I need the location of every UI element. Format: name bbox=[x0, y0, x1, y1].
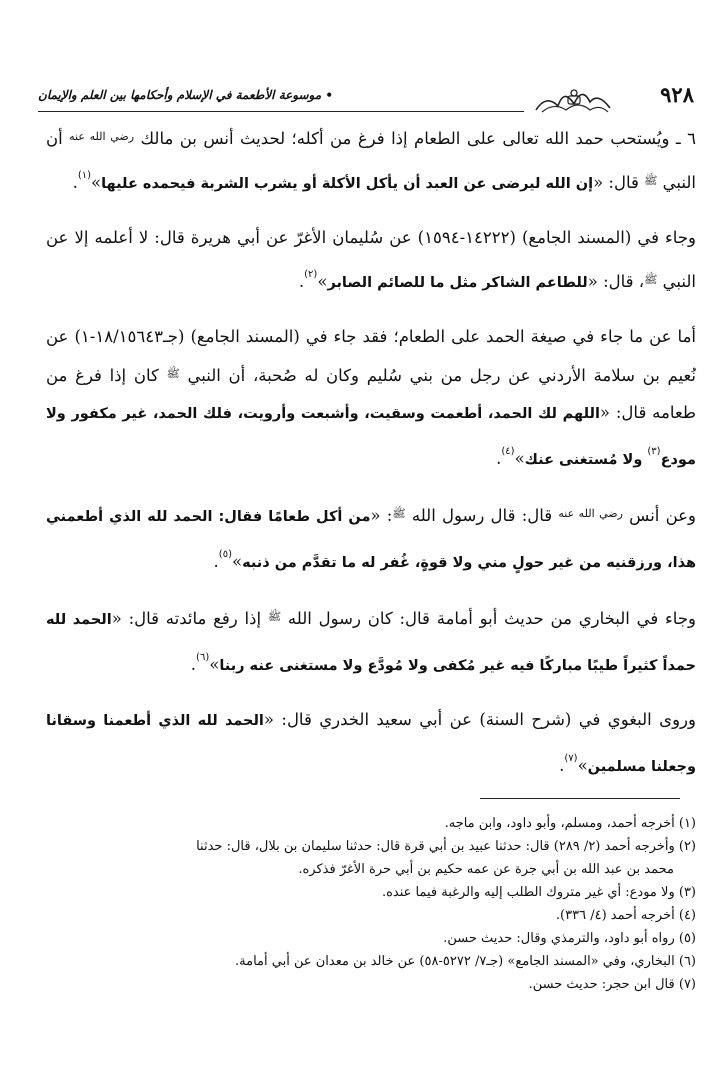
paragraph-text: ٦ ـ ويُستحب حمد الله تعالى على الطعام إذا فرغ من أكله؛ لحديث أنس بن مالك bbox=[134, 129, 696, 148]
paragraph-text: » bbox=[231, 552, 243, 571]
footnote-reference: (١) bbox=[77, 170, 91, 181]
paragraph-text: وجاء في (المسند الجامع) (١٤٢٢٢-١٥٩٤) عن سُليمان الأغرّ عن أبي هريرة قال: لا أعلمه إلا عن النبي bbox=[46, 228, 696, 291]
honorific: رضي الله عنه bbox=[69, 130, 135, 143]
hadith-quote: إن الله ليرضى عن العبد أن يأكل الأكلة أو يشرب الشربة فيحمده عليها bbox=[101, 176, 594, 192]
paragraph-text: . bbox=[496, 449, 502, 468]
footnote-reference: (٣) bbox=[647, 446, 661, 457]
page-header bbox=[38, 82, 694, 112]
footnote: (٥) رواه أبو داود، والترمذي وقال: حديث حسن. bbox=[443, 931, 696, 946]
decorative-ornament-icon bbox=[534, 84, 612, 114]
hadith-quote: الحمد لله الذي أطعمنا وسقانا وجعلنا مسلمين bbox=[46, 713, 696, 775]
paragraph-text: وجاء في البخاري من حديث أبو أمامة قال: كان رسول الله bbox=[281, 609, 697, 628]
paragraph-text: وعن أنس bbox=[622, 506, 696, 525]
footnote-reference: (٤) bbox=[501, 446, 515, 457]
paragraph-text: » bbox=[91, 173, 102, 192]
hadith-quote: اللهم لك الحمد، أطعمت وسقيت، وأشبعت وأرويت، فلك الحمد، غير مكفور ولا مودع bbox=[46, 406, 696, 468]
body-paragraph bbox=[46, 318, 696, 479]
footnote-reference: (٥) bbox=[218, 549, 232, 560]
hadith-quote: الحمد لله حمداً كثيراً طيبًا مباركًا فيه غير مُكفى ولا مُودَّع ولا مستغنى عنه ربنا bbox=[46, 612, 696, 674]
paragraph-text: » bbox=[514, 449, 525, 468]
body-paragraph bbox=[46, 219, 696, 302]
paragraph-text: كان إذا فرغ من طعامه قال: « bbox=[46, 366, 696, 422]
honorific: ﷺ bbox=[644, 174, 658, 187]
page-number: ٩٢٨ bbox=[660, 82, 694, 107]
paragraph-text: أما عن ما جاء في صيغة الحمد على الطعام؛ فقد جاء في (المسند الجامع) (جـ١٨/١٥٦٤٣-١) عن نُعيم بن سلامة الأردني عن رجل من بني سُليم وكان له صُحبة، أن النبي bbox=[46, 327, 696, 385]
footnote-reference: (٧) bbox=[564, 753, 578, 764]
footnote: (٦) البخاري، وفي «المسند الجامع» (جـ٧/ ٥٢٧٢-٥٨) عن خالد بن معدان عن أبي أمامة. bbox=[235, 954, 696, 969]
honorific: ﷺ bbox=[166, 367, 180, 380]
paragraph-text: . bbox=[298, 272, 305, 291]
header-rule bbox=[38, 111, 524, 112]
footnote-reference: (٦) bbox=[196, 652, 210, 663]
paragraph-text: قال: « bbox=[593, 173, 645, 192]
footnote-separator bbox=[480, 798, 680, 799]
running-title: • موسوعة الأطعمة في الإسلام وأحكامها بين العلم والإيمان bbox=[38, 88, 334, 102]
honorific: ﷺ bbox=[644, 273, 658, 286]
paragraph-text: وروى البغوي في (شرح السنة) عن أبي سعيد الخدري قال: « bbox=[263, 710, 696, 729]
paragraph-text: : « bbox=[370, 506, 393, 525]
paragraph-text: . bbox=[213, 552, 219, 571]
paragraph-text: أن النبي bbox=[46, 129, 696, 192]
honorific: رضي الله عنه bbox=[558, 507, 623, 520]
honorific: ﷺ bbox=[267, 610, 282, 623]
footnotes bbox=[46, 812, 696, 996]
hadith-quote: للطاعم الشاكر مثل ما للصائم الصابر bbox=[327, 275, 588, 291]
body-paragraph bbox=[46, 495, 696, 582]
footnote-reference: (٢) bbox=[304, 269, 318, 280]
paragraph-text: . bbox=[559, 756, 565, 775]
body-paragraph bbox=[46, 701, 696, 786]
paragraph-text: . bbox=[190, 655, 197, 674]
body-paragraph bbox=[46, 598, 696, 685]
body-paragraph bbox=[46, 118, 696, 203]
hadith-quote: من أكل طعامًا فقال: الحمد لله الذي أطعمني هذا، ورزقنيه من غير حولٍ مني ولا قوةٍ، غُفر له ما تقدَّم من ذنبه bbox=[46, 509, 696, 571]
paragraph-text: قال: قال رسول الله bbox=[405, 506, 559, 525]
footnote: (٢) وأخرجه أحمد (٢/ ٢٨٩) قال: حدثنا عبيد بن أبي قرة قال: حدثنا سليمان بن بلال، قال: حدثنا bbox=[196, 839, 696, 854]
footnote: (٧) قال ابن حجر: حديث حسن. bbox=[528, 977, 696, 992]
paragraph-text: » bbox=[317, 272, 328, 291]
paragraph-text: . bbox=[72, 173, 78, 192]
hadith-quote: ولا مُستغنى عنك bbox=[524, 452, 648, 468]
paragraph-text: ، قال: « bbox=[587, 272, 645, 291]
main-text bbox=[46, 118, 696, 786]
footnote: (١) أخرجه أحمد، ومسلم، وأبو داود، وابن ماجه. bbox=[444, 816, 696, 831]
footnote: محمد بن عبد الله بن أبي جرة عن عمه حكيم بن أبي حرة الأغرّ فذكره. bbox=[298, 862, 674, 877]
paragraph-text: » bbox=[577, 756, 588, 775]
honorific: ﷺ bbox=[392, 507, 406, 520]
footnote: (٣) ولا مودع: أي غير متروك الطلب إليه والرغبة فيما عنده. bbox=[381, 885, 696, 900]
footnote: (٤) أخرجه أحمد (٤/ ٣٣٦). bbox=[555, 908, 696, 923]
paragraph-text: إذا رفع مائدته قال: « bbox=[111, 609, 268, 628]
paragraph-text: » bbox=[209, 655, 220, 674]
